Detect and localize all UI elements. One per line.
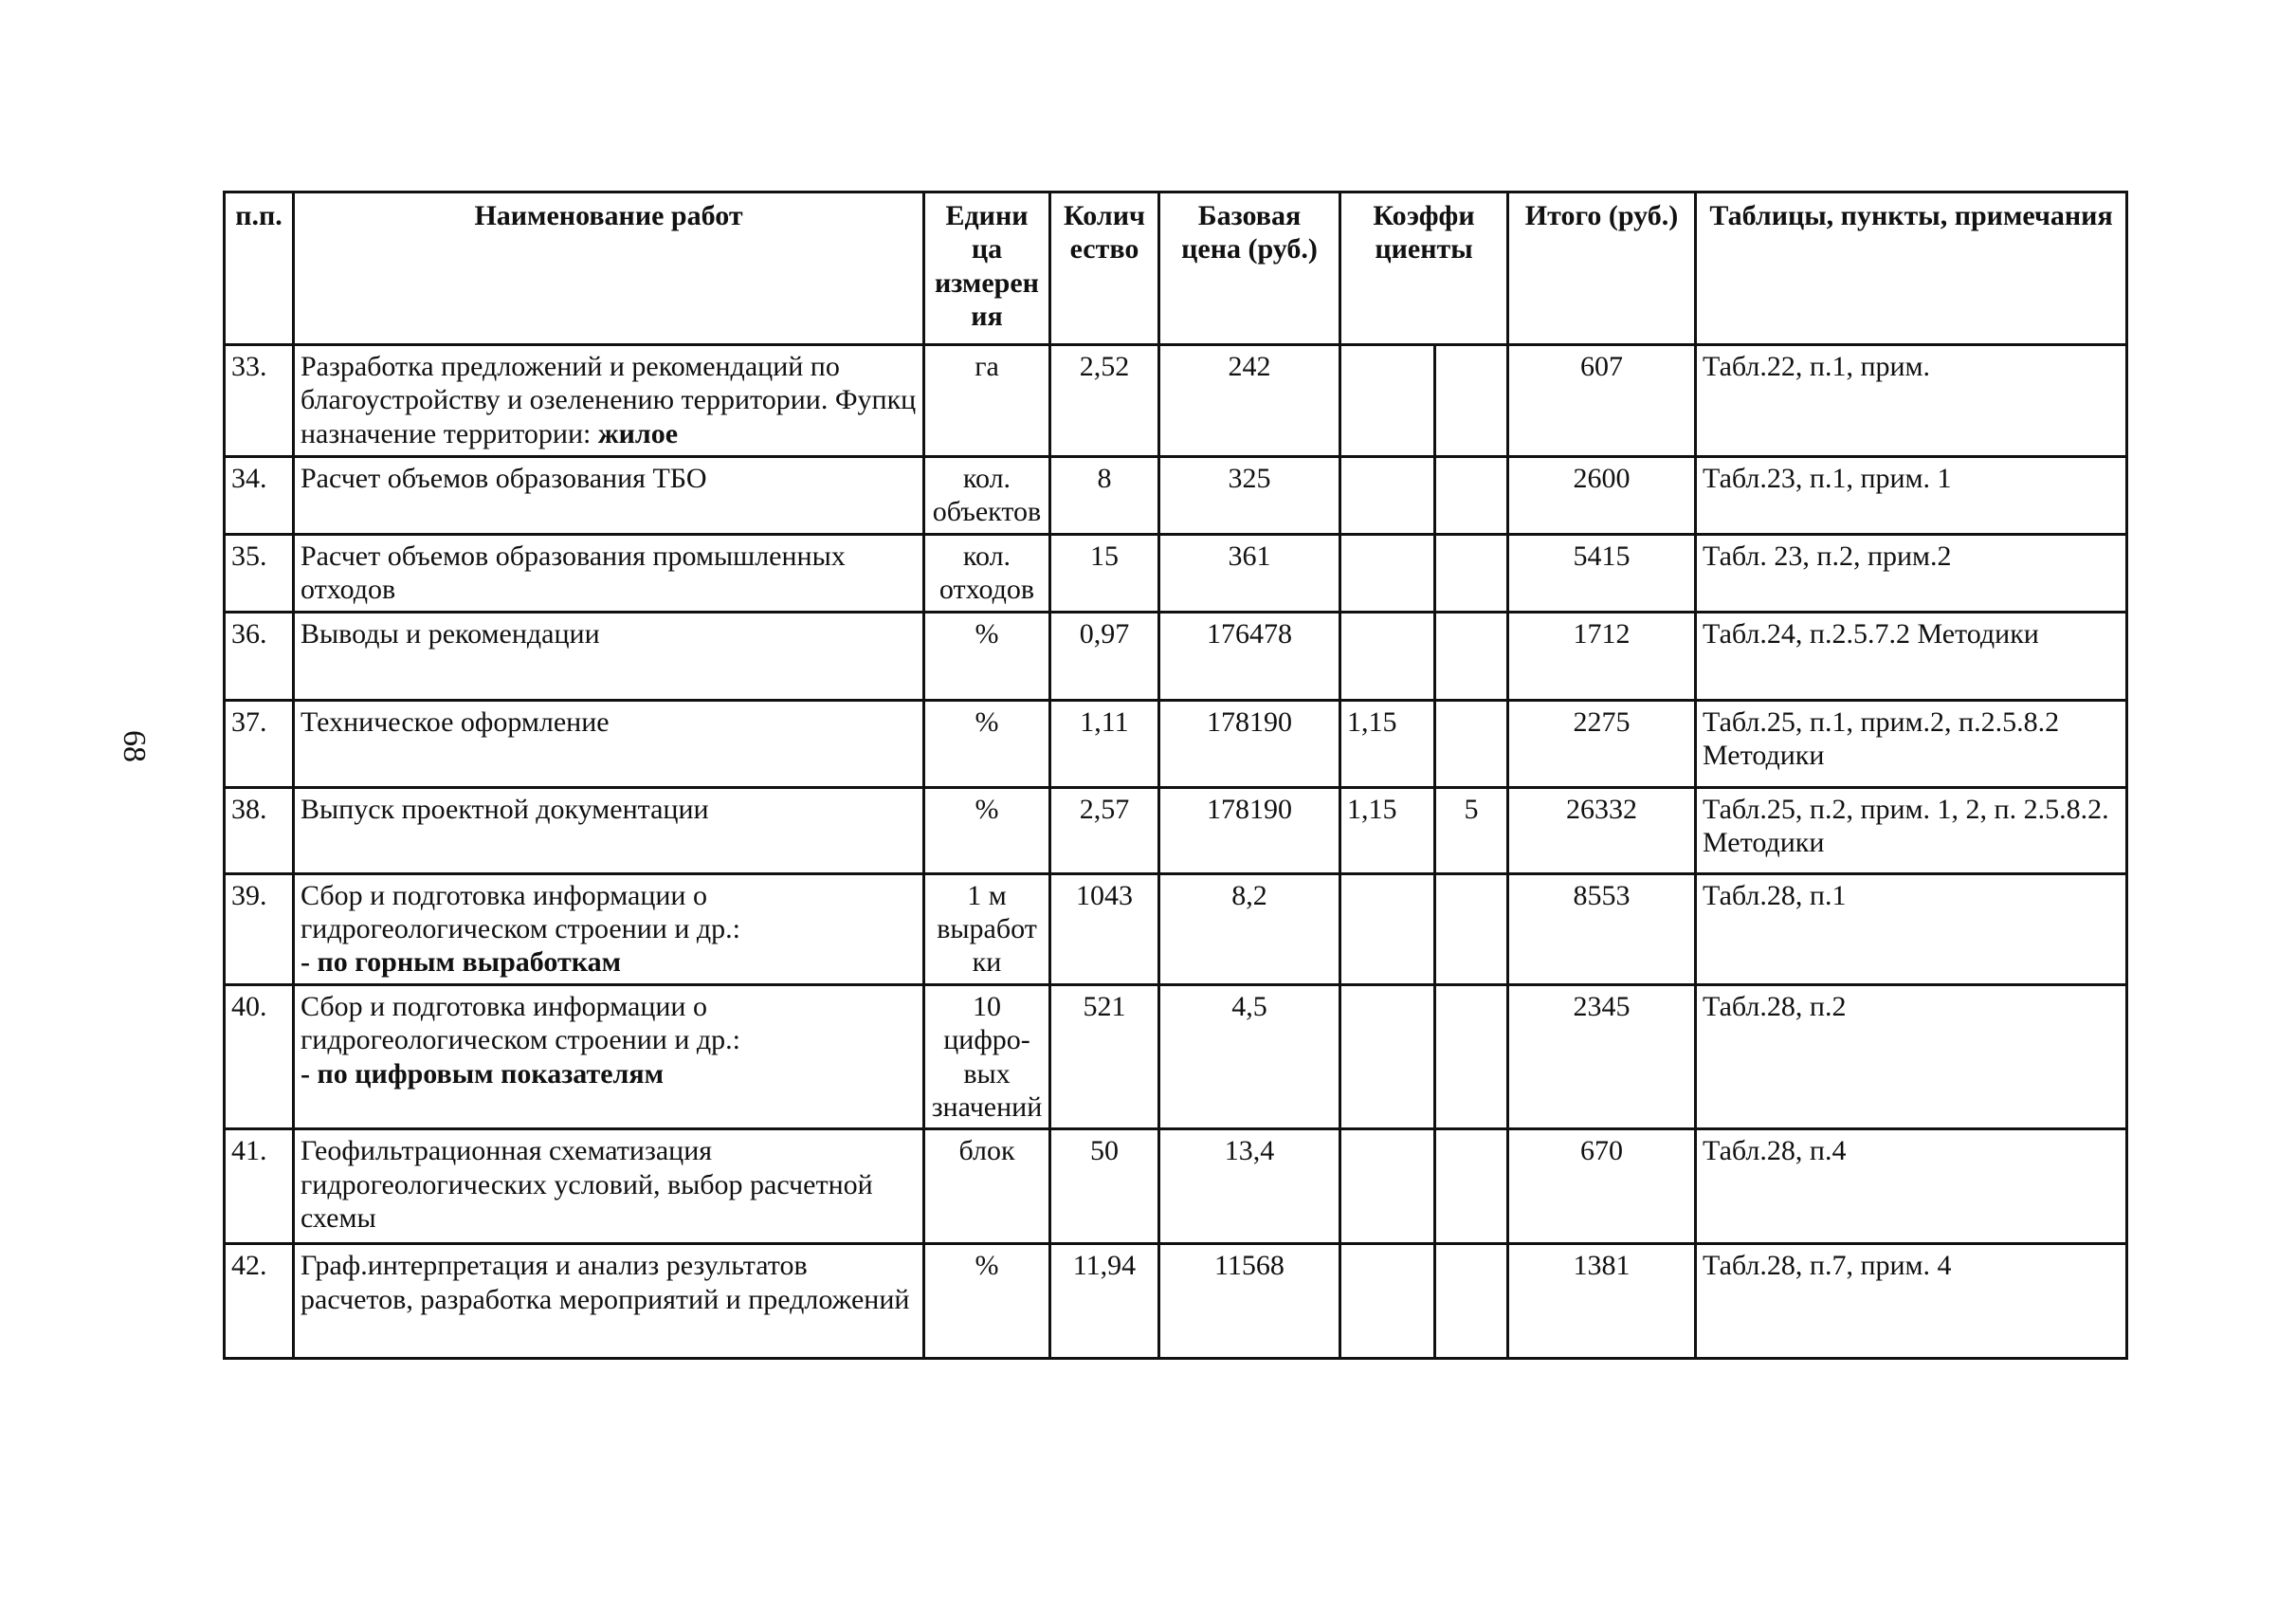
row-qty: 521 <box>1050 984 1159 1129</box>
row-qty: 1043 <box>1050 873 1159 984</box>
row-reference: Табл.28, п.7, прим. 4 <box>1696 1244 2127 1359</box>
row-number: 33. <box>225 345 294 457</box>
row-qty: 50 <box>1050 1129 1159 1244</box>
row-qty: 2,52 <box>1050 345 1159 457</box>
row-coef-1 <box>1340 984 1435 1129</box>
table-row <box>225 984 2127 1129</box>
row-name <box>294 1244 924 1359</box>
row-name <box>294 612 924 700</box>
header-name: Наименование работ <box>294 192 924 345</box>
row-unit: кол. объектов <box>924 457 1050 535</box>
row-unit: 10 цифро- вых значений <box>924 984 1050 1129</box>
row-total: 1381 <box>1508 1244 1696 1359</box>
row-qty: 0,97 <box>1050 612 1159 700</box>
row-total: 1712 <box>1508 612 1696 700</box>
row-number: 40. <box>225 984 294 1129</box>
row-base-price: 8,2 <box>1159 873 1340 984</box>
row-reference: Табл.28, п.4 <box>1696 1129 2127 1244</box>
row-number: 37. <box>225 700 294 787</box>
row-coef-2 <box>1435 457 1508 535</box>
row-name <box>294 700 924 787</box>
row-coef-1 <box>1340 457 1435 535</box>
row-number: 41. <box>225 1129 294 1244</box>
table-row <box>225 873 2127 984</box>
row-total: 5415 <box>1508 534 1696 612</box>
row-reference: Табл.28, п.2 <box>1696 984 2127 1129</box>
row-coef-2 <box>1435 700 1508 787</box>
row-coef-2 <box>1435 1244 1508 1359</box>
header-coefficients: Коэффи циенты <box>1340 192 1508 345</box>
row-coef-2 <box>1435 1129 1508 1244</box>
row-unit: га <box>924 345 1050 457</box>
row-total: 607 <box>1508 345 1696 457</box>
header-total: Итого (руб.) <box>1508 192 1696 345</box>
row-name <box>294 1129 924 1244</box>
row-number: 42. <box>225 1244 294 1359</box>
row-number: 36. <box>225 612 294 700</box>
row-name-bold: - по горным выработкам <box>301 946 621 979</box>
table-row <box>225 345 2127 457</box>
row-base-price: 178190 <box>1159 787 1340 873</box>
row-number: 34. <box>225 457 294 535</box>
row-name-text: Выводы и рекомендации <box>301 617 600 650</box>
row-name-bold: - по цифровым показателям <box>301 1057 665 1090</box>
header-references: Таблицы, пункты, примечания <box>1696 192 2127 345</box>
row-number: 35. <box>225 534 294 612</box>
row-reference: Табл.25, п.1, прим.2, п.2.5.8.2 Методики <box>1696 700 2127 787</box>
row-unit: % <box>924 612 1050 700</box>
row-coef-2: 5 <box>1435 787 1508 873</box>
row-reference: Табл.28, п.1 <box>1696 873 2127 984</box>
table-row <box>225 457 2127 535</box>
row-reference: Табл.22, п.1, прим. <box>1696 345 2127 457</box>
row-unit: % <box>924 700 1050 787</box>
table-row <box>225 700 2127 787</box>
table-header-row <box>225 192 2127 345</box>
row-name-text: Расчет объемов образования промышленных отходов <box>301 540 846 606</box>
row-base-price: 242 <box>1159 345 1340 457</box>
row-number: 39. <box>225 873 294 984</box>
row-name-bold: жилое <box>597 417 679 449</box>
row-total: 2345 <box>1508 984 1696 1129</box>
row-coef-1 <box>1340 873 1435 984</box>
row-qty: 2,57 <box>1050 787 1159 873</box>
row-total: 670 <box>1508 1129 1696 1244</box>
row-coef-1 <box>1340 534 1435 612</box>
table-row <box>225 534 2127 612</box>
row-total: 8553 <box>1508 873 1696 984</box>
row-name-text: Выпуск проектной документации <box>301 793 709 825</box>
table-row <box>225 1129 2127 1244</box>
row-coef-1: 1,15 <box>1340 787 1435 873</box>
row-name <box>294 984 924 1129</box>
row-unit: % <box>924 787 1050 873</box>
row-base-price: 325 <box>1159 457 1340 535</box>
row-base-price: 361 <box>1159 534 1340 612</box>
row-qty: 11,94 <box>1050 1244 1159 1359</box>
row-total: 2275 <box>1508 700 1696 787</box>
row-name-text: Граф.интерпретация и анализ результатов расчетов, разработка мероприятий и предложений <box>301 1250 910 1315</box>
header-unit: Едини ца измерен ия <box>924 192 1050 345</box>
table-row <box>225 612 2127 700</box>
row-total: 2600 <box>1508 457 1696 535</box>
row-name-text: Расчет объемов образования ТБО <box>301 463 707 494</box>
table-row <box>225 1244 2127 1359</box>
row-coef-1 <box>1340 1244 1435 1359</box>
row-name <box>294 873 924 984</box>
row-base-price: 13,4 <box>1159 1129 1340 1244</box>
row-reference: Табл. 23, п.2, прим.2 <box>1696 534 2127 612</box>
row-name-text: Геофильтрационная схематизация гидрогеологических условий, выбор расчетной схемы <box>301 1135 873 1235</box>
row-coef-1 <box>1340 612 1435 700</box>
row-name-text: Сбор и подготовка информации о гидрогеологическом строении и др.: <box>301 990 741 1056</box>
row-coef-2 <box>1435 534 1508 612</box>
row-reference: Табл.24, п.2.5.7.2 Методики <box>1696 612 2127 700</box>
row-number: 38. <box>225 787 294 873</box>
row-coef-2 <box>1435 612 1508 700</box>
row-coef-1: 1,15 <box>1340 700 1435 787</box>
works-cost-table <box>223 191 2128 1360</box>
row-unit: кол. отходов <box>924 534 1050 612</box>
row-total: 26332 <box>1508 787 1696 873</box>
row-qty: 8 <box>1050 457 1159 535</box>
row-name <box>294 457 924 535</box>
row-name-text: Техническое оформление <box>301 705 610 738</box>
row-name-text: Сбор и подготовка информации о гидрогеологическом строении и др.: <box>301 879 741 944</box>
row-unit: % <box>924 1244 1050 1359</box>
row-base-price: 178190 <box>1159 700 1340 787</box>
row-qty: 15 <box>1050 534 1159 612</box>
header-num: п.п. <box>225 192 294 345</box>
row-reference: Табл.23, п.1, прим. 1 <box>1696 457 2127 535</box>
row-coef-1 <box>1340 345 1435 457</box>
row-unit: 1 м выработ ки <box>924 873 1050 984</box>
row-qty: 1,11 <box>1050 700 1159 787</box>
row-name-text: Разработка предложений и рекомендаций по благоустройству и озеленению территории. Фупкц назначение территории: <box>301 351 917 449</box>
row-unit: блок <box>924 1129 1050 1244</box>
row-coef-2 <box>1435 873 1508 984</box>
row-base-price: 11568 <box>1159 1244 1340 1359</box>
row-reference: Табл.25, п.2, прим. 1, 2, п. 2.5.8.2. Методики <box>1696 787 2127 873</box>
row-coef-1 <box>1340 1129 1435 1244</box>
row-base-price: 176478 <box>1159 612 1340 700</box>
header-qty: Колич ество <box>1050 192 1159 345</box>
page-number: 68 <box>117 730 152 762</box>
row-name <box>294 534 924 612</box>
table-row <box>225 787 2127 873</box>
row-coef-2 <box>1435 984 1508 1129</box>
row-coef-2 <box>1435 345 1508 457</box>
row-name <box>294 345 924 457</box>
row-base-price: 4,5 <box>1159 984 1340 1129</box>
row-name <box>294 787 924 873</box>
header-base-price: Базовая цена (руб.) <box>1159 192 1340 345</box>
